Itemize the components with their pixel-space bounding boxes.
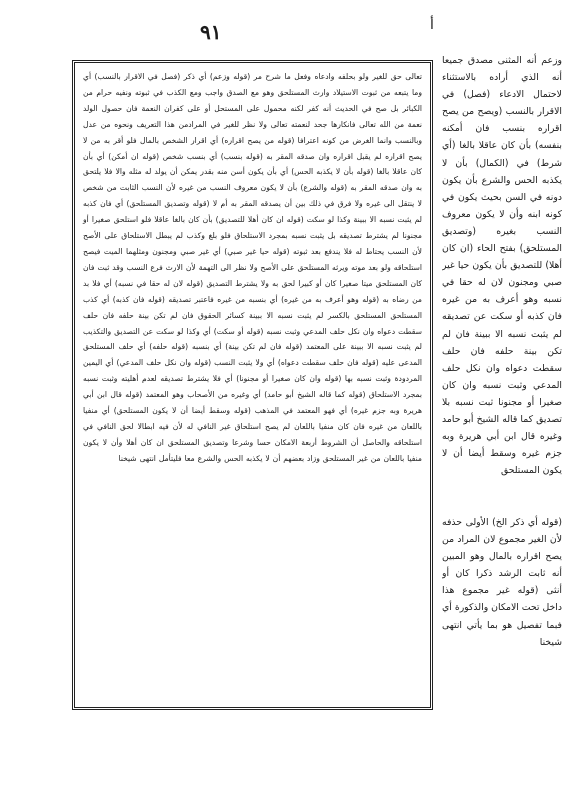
margin-text-top: وزعم أنه المثنى مصدق جميعا أنه الذي أراده بالاستثناء لاحتمال الادعاء (فصل) في الاقرار بالنسب (ويصح من يصح اقراره بنسب فان أمكنه بنفسه) بأن كان عاقلا بالغا (أي شرط) في (الكمال) بأن لا يكذبه الحس والشرع بأن يكون دونه في السن بحيث يكون في كونه ابنه وأن لا يكون معروف النسب بغيره (وتصديق المستلحق) بفتح الحاء (ان كان أهلا) للتصديق بأن يكون حيا غير صبي ومجنون لان له حقا في نسبه وهو أعرف به من غيره فان كذبه أو سكت عن تصديقه لم يثبت نسبه الا ببينة فان لم تكن بينة حلفه فان حلف سقطت دعواه وان نكل حلف المدعي وثبت نسبه وان كان صغيرا أو مجنونا ثبت نسبه بلا تصديق كما قاله الشيخ أبو حامد وغيره قال ابن أبي هريرة وبه جزم غيره وسقط أيضا أن لا يكون المستلحق [442, 55, 562, 477]
margin-text-bottom: (قوله أي ذكر الخ) الأولى حذفه لأن الغير مجموع لان المراد من يصح اقراره بالمال وهو المبين أنه ثابت الرشد ذكرا كان أو أنثى (قوله غير مجموع هذا داخل تحت الامكان والذكورة أي فبما تفصيل هو بما يأتي انتهى شيخنا [442, 517, 562, 648]
main-commentary-text: تعالى حق للغير ولو بحلفه وادعاه وفعل ما شرح مر (قوله وزعم) أي ذكر (فصل في الاقرار بالنسب) أي وما يتبعه من ثبوت الاستيلاد وارث المستلحق وهو مع الصدق واجب ومع الكذب في ثبوته ونفيه حرام من الكبائر بل صح في الحديث أنه كفر لكنه محمول على المستحل أو على كفران النعمة فان حصول الولد نعمة من الله تعالى فانكارها جحد لنعمته تعالى ولا نظر للغير في المرادمن هذا التعريف ونحوه من عدل وبالنسب وانما الغرض من كونه اعترافا (قوله من يصح اقراره) أي اقرار الشخص بالمال فلو أقر به من لا يصح اقراره لم يقبل اقراره وان صدقه المقر به (قوله بنسب) أي بنسب شخص (قوله ان أمكن) أي بأن كان عاقلا بالغا (قوله بأن لا يكذبه الحس) أي بأن يكون أسن منه بقدر يمكن أن يولد له مثله والا فلا يلتحق به وان صدقه المقر به (قوله والشرع) بأن لا يكون معروف النسب من غيره لأن النسب الثابت من شخص لا ينتقل الى غيره ولا فرق في ذلك بين أن يصدقه المقر به أم لا (قوله وتصديق المستلحق) أي فان كذبه لم يثبت نسبه الا ببينة وكذا لو سكت (قوله ان كان أهلا للتصديق) بأن كان بالغا عاقلا فلو استلحق صغيرا أو مجنونا لم يشترط تصديقه بل يثبت نسبه بمجرد الاستلحاق فلو بلغ وكذب لم يبطل الاستلحاق على الأصح لأن النسب يحتاط له فلا يندفع بعد ثبوته (قوله حيا غير صبي) أي غير صبي ومجنون ومثلهما الميت فيصح استلحاقه ولو بعد موته ويرثه المستلحق على الأصح ولا نظر الى التهمة لأن الارث فرع النسب وقد ثبت فان كان المستلحق ميتا صغيرا كان أو كبيرا لحق به ولا يشترط التصديق (قوله لان له حقا في نسبه) أي فلا بد من رضاه به (قوله وهو أعرف به من غيره) أي بنسبه من غيره فاعتبر تصديقه (قوله فان كذبه) أي كذب المستلحق المستلحق بالكسر لم يثبت نسبه الا ببينة كسائر الحقوق فان لم تكن بينة حلفه فان حلف سقطت دعواه وان نكل حلف المدعي وثبت نسبه (قوله أو سكت) أي وكذا لو سكت عن التصديق والتكذيب لم يثبت نسبه الا ببينة على المعتمد (قوله فان لم تكن بينة) أي بنسبه (قوله حلفه) أي حلف المستلحق المدعى عليه (قوله فان حلف سقطت دعواه) أي ولا يثبت النسب (قوله وان نكل حلف المدعي) أي اليمين المردودة وثبت نسبه بها (قوله وان كان صغيرا أو مجنونا) أي فلا يشترط تصديقه لعدم أهليته وثبت نسبه بمجرد الاستلحاق (قوله كما قاله الشيخ أبو حامد) أي وغيره من الأصحاب وهو المعتمد (قوله قال ابن أبي هريرة وبه جزم غيره) أي فهو المعتمد في المذهب (قوله وسقط أيضا أن لا يكون المستلحق) أي منفيا باللعان من غيره فان كان منفيا باللعان لم يصح استلحاق غير النافي له لأن فيه ابطالا لحق النافي في استلحاقه والحاصل أن الشروط أربعة الامكان حسا وشرعا وتصديق المستلحق ان كان أهلا وأن لا يكون منفيا باللعان من غير المستلحق وزاد بعضهم أن لا يكذبه الحس والشرع معا فليتأمل انتهى شيخنا [83, 72, 422, 463]
main-text-frame [72, 60, 433, 710]
corner-mark: أ [430, 17, 434, 33]
page-number: ٩١ [200, 20, 222, 44]
